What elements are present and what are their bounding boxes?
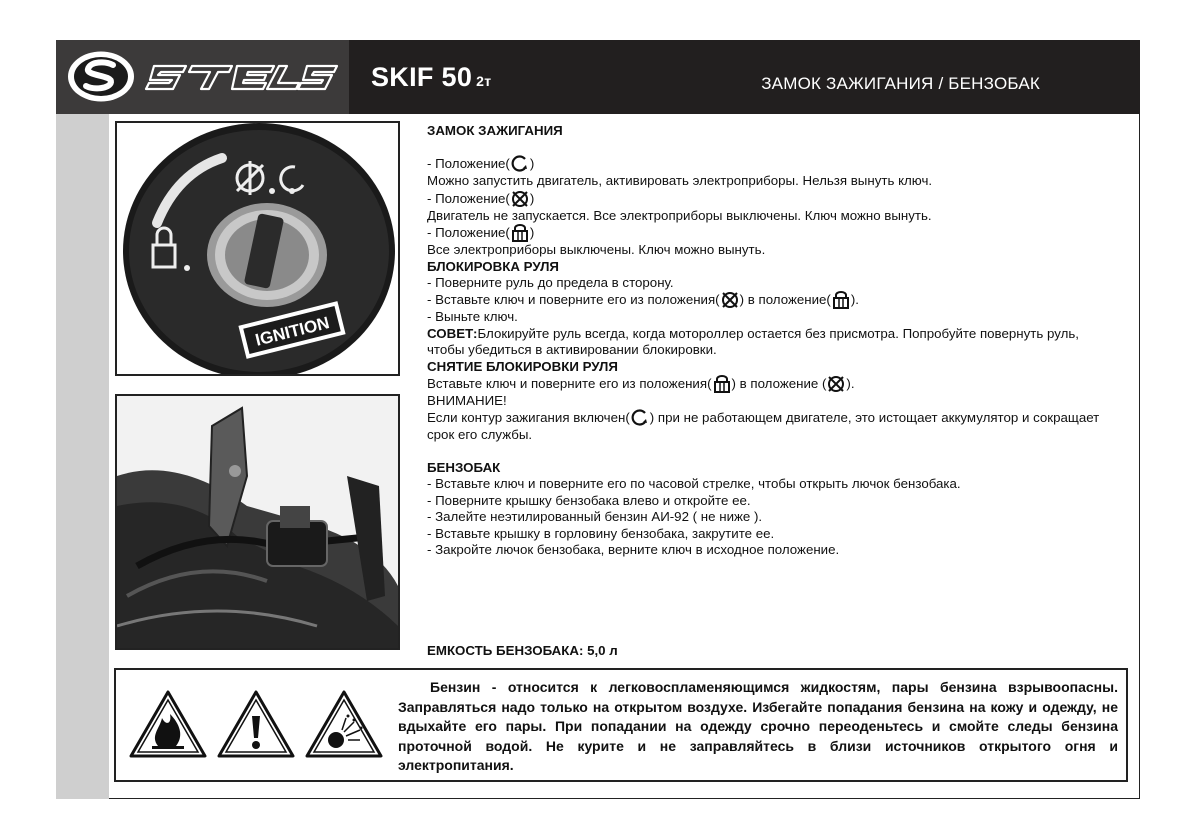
tank-capacity: ЕМКОСТЬ БЕНЗОБАКА: 5,0 л bbox=[427, 643, 618, 658]
key-off-icon bbox=[510, 190, 530, 208]
tank-step-3: - Залейте неэтилированный бензин АИ-92 ( не ниже ). bbox=[427, 509, 763, 525]
flammable-warning-icon bbox=[128, 688, 208, 760]
tank-step-2: - Поверните крышку бензобака влево и откройте ее. bbox=[427, 492, 751, 508]
steering-lock-icon bbox=[510, 224, 530, 242]
tank-title: БЕНЗОБАК bbox=[427, 459, 501, 475]
brand-logo bbox=[56, 40, 349, 114]
steering-lock-icon bbox=[831, 291, 851, 309]
explosive-warning-icon bbox=[304, 688, 384, 760]
position-lock-desc: Все электроприборы выключены. Ключ можно вынуть. bbox=[427, 242, 766, 258]
position-off-desc: Двигатель не запускается. Все электроприборы выключены. Ключ можно вынуть. bbox=[427, 207, 932, 223]
page-header bbox=[56, 40, 1140, 114]
model-suffix: 2т bbox=[476, 73, 492, 89]
attention-label: ВНИМАНИЕ! bbox=[427, 393, 507, 409]
key-on-icon bbox=[630, 409, 650, 427]
stels-wordmark bbox=[144, 58, 339, 96]
tank-step-4: - Вставьте крышку в горловину бензобака, закрутите ее. bbox=[427, 525, 775, 541]
fuel-tank-photo bbox=[115, 394, 400, 650]
position-on-desc: Можно запустить двигатель, активировать электроприборы. Нельзя вынуть ключ. bbox=[427, 173, 933, 189]
fuel-warning-box bbox=[114, 668, 1128, 782]
section-title: ЗАМОК ЗАЖИГАНИЯ / БЕНЗОБАК bbox=[761, 74, 1040, 93]
position-on-line: - Положение( ) bbox=[427, 156, 535, 172]
ignition-title: ЗАМОК ЗАЖИГАНИЯ bbox=[427, 123, 563, 138]
position-off-line: - Положение( ) bbox=[427, 190, 535, 206]
key-off-icon bbox=[720, 291, 740, 309]
steering-lock-step3: - Выньте ключ. bbox=[427, 309, 518, 325]
steering-lock-icon bbox=[712, 375, 732, 393]
key-on-icon bbox=[510, 155, 530, 173]
steering-lock-step2: - Вставьте ключ и поверните его из положения( ) в положение( ). bbox=[427, 292, 859, 308]
unlock-text: Вставьте ключ и поверните его из положения( ) в положение ( ). bbox=[427, 376, 855, 392]
fuel-warning-text: Бензин - относится к легковоспламеняющимся жидкостям, пары бензина взрывоопасны. Заправляться надо только на открытом воздухе. Избегайте попадания бензина на кожу и одежду, не вдыхайте его пары. При попадании на одежду срочно переоденьтесь и смойте следы бензина проточной водой. Не курите и не заправляйтесь в близи источников открытого огня и электропитания. bbox=[398, 679, 1118, 773]
model-name: SKIF 50 2т bbox=[371, 62, 492, 92]
steering-lock-step1: - Поверните руль до предела в сторону. bbox=[427, 275, 674, 291]
steering-lock-title: БЛОКИРОВКА РУЛЯ bbox=[427, 258, 559, 274]
unlock-title: СНЯТИЕ БЛОКИРОВКИ РУЛЯ bbox=[427, 358, 618, 374]
battery-warning: Если контур зажигания включен( ) при не работающем двигателе, это истощает аккумулятор и сокращает срок его службы. bbox=[427, 410, 1100, 443]
ignition-switch-photo bbox=[115, 121, 400, 376]
ignition-label: IGNITION bbox=[253, 313, 332, 350]
position-lock-line: - Положение( ) bbox=[427, 225, 535, 241]
tank-step-1: - Вставьте ключ и поверните его по часовой стрелке, чтобы открыть лючок бензобака. bbox=[427, 476, 961, 492]
tip bbox=[427, 326, 1117, 359]
exclamation-warning-icon bbox=[216, 688, 296, 760]
instructions-text bbox=[427, 123, 1117, 558]
key-off-icon bbox=[826, 375, 846, 393]
tip-text: Блокируйте руль всегда, когда мотороллер остается без присмотра. Попробуйте повернуть руль, чтобы убедиться в активировании блокировки. bbox=[427, 325, 1079, 358]
tank-step-5: - Закройте лючок бензобака, верните ключ в исходное положение. bbox=[427, 541, 840, 557]
tip-label: СОВЕТ: bbox=[427, 325, 478, 341]
stels-s-logo-icon bbox=[66, 49, 136, 104]
left-sidebar-bar bbox=[56, 114, 109, 799]
